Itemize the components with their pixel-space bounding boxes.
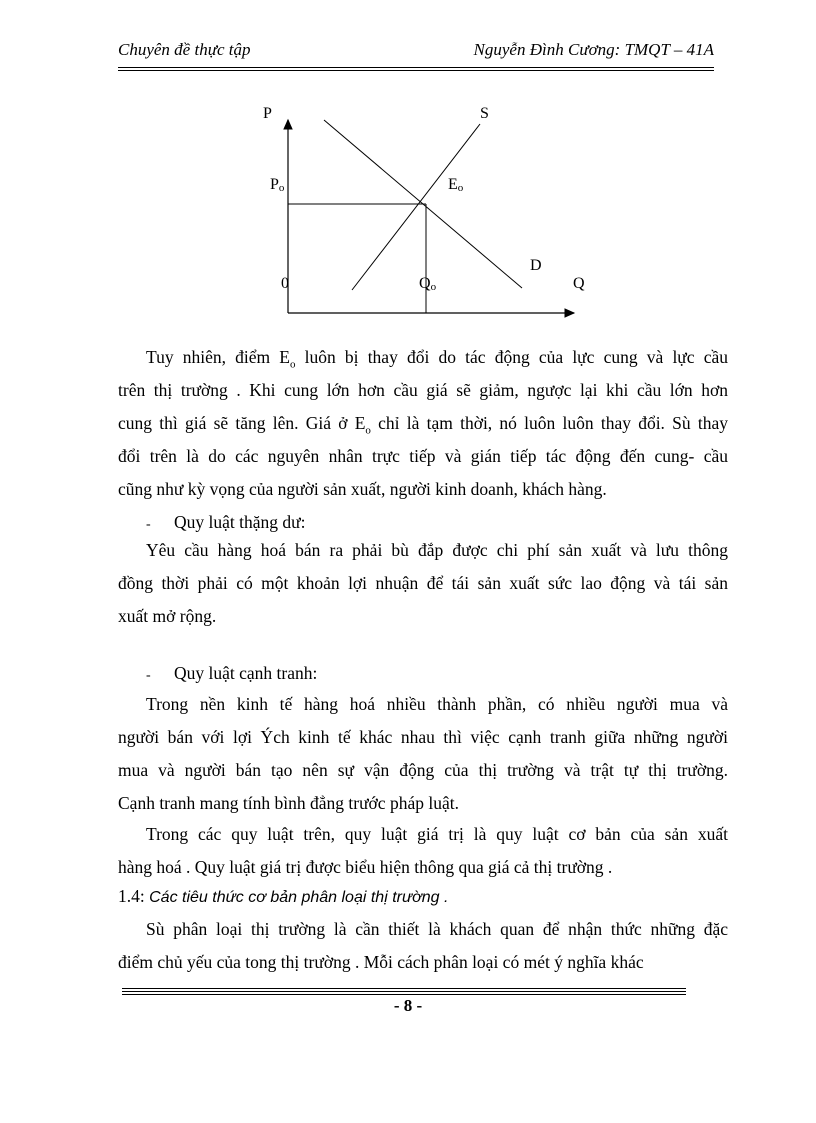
paragraph-competition bbox=[118, 688, 728, 820]
bullet-dash: - bbox=[146, 668, 151, 683]
text-line: Trong nền kinh tế hàng hoá nhiều thành phần, có nhiều người mua và bbox=[146, 694, 728, 714]
text-line: Yêu cầu hàng hoá bán ra phải bù đắp được chi phí sản xuất và lưu thông bbox=[146, 540, 728, 560]
label-price: P bbox=[263, 105, 272, 122]
label-q0: Qo bbox=[419, 275, 437, 293]
text-line: hàng hoá . Quy luật giá trị được biểu hiện thông qua giá cả thị trường . bbox=[118, 857, 613, 877]
label-e0: Eo bbox=[448, 176, 464, 194]
text-line: trên thị trường . Khi cung lớn hơn cầu giá sẽ giảm, ngược lại khi cầu lớn hơn bbox=[118, 380, 728, 400]
text-line: xuất mở rộng. bbox=[118, 606, 217, 626]
section-number: 1.4: bbox=[118, 886, 145, 906]
text-line: đồng thời phải có một khoản lợi nhuận để tái sản xuất sức lao động và tái sản bbox=[118, 573, 728, 593]
footer-rules bbox=[122, 988, 686, 995]
bullet-competition-law bbox=[118, 657, 728, 690]
page-number: - 8 - bbox=[393, 996, 423, 1015]
header-author: Nguyễn Đình Cương: TMQT – 41A bbox=[473, 40, 714, 59]
section-title: Các tiêu thức cơ bản phân loại thị trường . bbox=[149, 889, 449, 906]
paragraph-classification bbox=[118, 913, 728, 979]
bullet-label: Quy luật thặng dư: bbox=[174, 512, 306, 532]
label-origin: 0 bbox=[281, 275, 289, 292]
text-line: Trong các quy luật trên, quy luật giá trị là quy luật cơ bản của sản xuất bbox=[146, 824, 728, 844]
text-line: mua và người bán tạo nên sự vận động của thị trường và trật tự thị trường. bbox=[118, 760, 728, 780]
text-line: người bán với lợi Ých kinh tế khác nhau thì việc cạnh tranh giữa những người bbox=[118, 727, 728, 747]
header-document-type: Chuyên đề thực tập bbox=[118, 40, 251, 59]
paragraph-value-law bbox=[118, 818, 728, 884]
paragraph-surplus bbox=[118, 534, 728, 633]
text-line: điểm chủ yếu của tong thị trường . Mỗi cách phân loại có mét ý nghĩa khác bbox=[118, 952, 644, 972]
supply-demand-diagram bbox=[0, 0, 816, 330]
bullet-label: Quy luật cạnh tranh: bbox=[174, 663, 318, 683]
paragraph-equilibrium bbox=[118, 341, 728, 506]
label-p0: Po bbox=[270, 176, 285, 194]
label-demand: D bbox=[530, 257, 542, 274]
label-supply: S bbox=[480, 105, 489, 122]
label-quantity: Q bbox=[573, 275, 585, 292]
supply-curve bbox=[352, 124, 480, 290]
text-line: đổi trên là do các nguyên nhân trực tiếp và gián tiếp tác động đến cung- cầu bbox=[118, 446, 728, 466]
text-line: cũng như kỳ vọng của người sản xuất, người kinh doanh, khách hàng. bbox=[118, 479, 607, 499]
text-line: cung thì giá sẽ tăng lên. Giá ở $E_o$ chỉ là tạm thời, nó luôn luôn thay đổi. Sù thay bbox=[118, 413, 729, 437]
text-line: Tuy nhiên, điểm $E_o$ luôn bị thay đổi do tác động của lực cung và lực cầu bbox=[146, 347, 729, 371]
text-line: Cạnh tranh mang tính bình đẳng trước pháp luật. bbox=[118, 793, 459, 813]
section-heading bbox=[118, 880, 728, 913]
bullet-dash: - bbox=[146, 517, 151, 532]
text-line: Sù phân loại thị trường là cần thiết là khách quan để nhận thức những đặc bbox=[146, 919, 728, 939]
